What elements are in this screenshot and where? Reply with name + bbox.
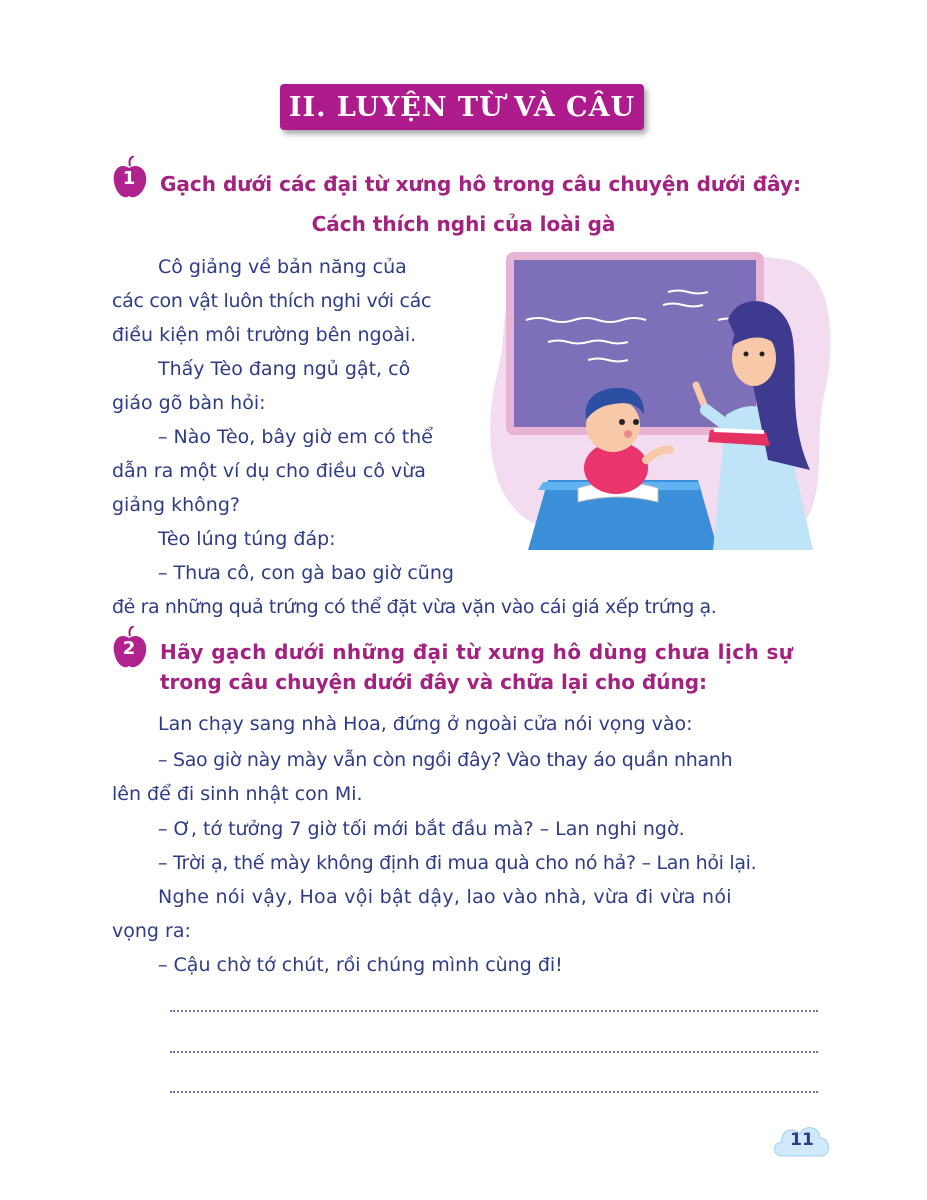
story-line: Nghe nói vậy, Hoa vội bật dậy, lao vào nhà, vừa đi vừa nói <box>158 886 732 908</box>
story-line: – Ơ, tớ tưởng 7 giờ tối mới bắt đầu mà? – Lan nghi ngờ. <box>158 818 685 840</box>
exercise-2-number: 2 <box>122 638 136 659</box>
story-title: Cách thích nghi của loài gà <box>311 212 616 236</box>
story-line: – Thưa cô, con gà bao giờ cũng <box>158 562 454 584</box>
exercise-1-instruction: Gạch dưới các đại từ xưng hô trong câu chuyện dưới đây: <box>160 172 801 196</box>
story-line: – Nào Tèo, bây giờ em có thể <box>158 426 433 448</box>
exercise-1-number: 1 <box>122 168 136 189</box>
apple-number-icon <box>112 626 152 670</box>
story-line: dẫn ra một ví dụ cho điều cô vừa <box>112 460 426 482</box>
section-title: II. LUYỆN TỪ VÀ CÂU <box>288 91 636 123</box>
story-line: – Sao giờ này mày vẫn còn ngồi đây? Vào thay áo quần nhanh <box>158 749 733 771</box>
section-banner <box>280 84 644 130</box>
story-line: đẻ ra những quả trứng có thể đặt vừa vặn vào cái giá xếp trứng ạ. <box>112 596 717 618</box>
page-number: 11 <box>790 1130 814 1150</box>
story-line: lên để đi sinh nhật con Mi. <box>112 783 363 805</box>
apple-number-icon <box>112 156 152 200</box>
story-line: – Cậu chờ tớ chút, rồi chúng mình cùng đi! <box>158 954 563 976</box>
story-line: điều kiện môi trường bên ngoài. <box>112 324 417 346</box>
exercise-2-instruction-line2: trong câu chuyện dưới đây và chữa lại cho đúng: <box>160 670 708 694</box>
story-line: giáo gõ bàn hỏi: <box>112 392 266 414</box>
story-line: các con vật luôn thích nghi với các <box>112 290 432 312</box>
teacher-student-illustration <box>488 250 833 550</box>
answer-line[interactable] <box>170 1051 818 1053</box>
story-line: – Trời ạ, thế mày không định đi mua quà cho nó hả? – Lan hỏi lại. <box>158 852 757 874</box>
exercise-2-instruction-line1: Hãy gạch dưới những đại từ xưng hô dùng chưa lịch sự <box>160 640 794 664</box>
story-line: Lan chạy sang nhà Hoa, đứng ở ngoài cửa nói vọng vào: <box>158 713 693 735</box>
answer-line[interactable] <box>170 1010 818 1012</box>
cloud-page-number-icon <box>770 1120 834 1162</box>
story-line: Thấy Tèo đang ngủ gật, cô <box>158 358 411 380</box>
story-line: Tèo lúng túng đáp: <box>158 528 336 550</box>
story-line: vọng ra: <box>112 920 191 942</box>
answer-line[interactable] <box>170 1091 818 1093</box>
story-line: Cô giảng về bản năng của <box>158 256 407 278</box>
story-line: giảng không? <box>112 494 240 516</box>
